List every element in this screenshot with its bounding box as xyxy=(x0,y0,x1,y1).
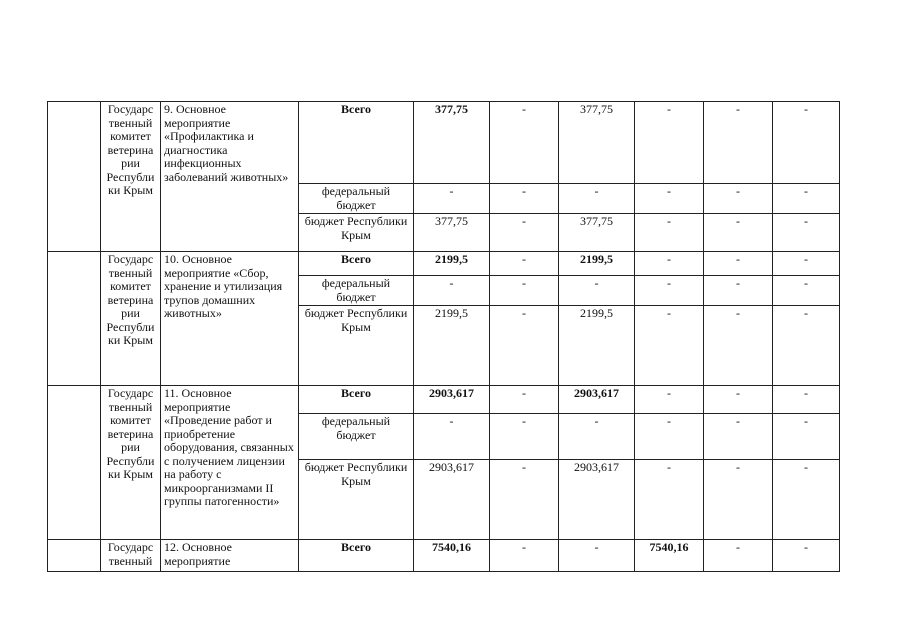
total-cell: 2199,5 xyxy=(414,252,490,276)
year-cell: - xyxy=(773,414,840,460)
funding-source-cell: бюджет Республики Крым xyxy=(299,460,414,540)
blank-cell xyxy=(48,252,101,386)
funding-source-cell: федеральный бюджет xyxy=(299,184,414,214)
year-cell: - xyxy=(773,460,840,540)
total-cell: - xyxy=(414,276,490,306)
year-cell: - xyxy=(490,276,559,306)
total-cell: 2903,617 xyxy=(414,386,490,414)
responsible-cell: Государс твенный комитет ветерина рии Республи ки Крым xyxy=(101,386,161,540)
total-cell: 2199,5 xyxy=(414,306,490,386)
funding-source-cell: Всего xyxy=(299,102,414,184)
year-cell: - xyxy=(559,184,635,214)
blank-cell xyxy=(48,540,101,572)
year-cell: - xyxy=(704,252,773,276)
year-cell: - xyxy=(704,214,773,252)
year-cell: - xyxy=(559,276,635,306)
year-cell: - xyxy=(635,460,704,540)
funding-source-cell: Всего xyxy=(299,386,414,414)
funding-source-cell: Всего xyxy=(299,540,414,572)
year-cell: - xyxy=(704,540,773,572)
table-row xyxy=(48,252,840,276)
budget-table xyxy=(47,101,840,572)
year-cell: - xyxy=(773,214,840,252)
event-cell: 11. Основное мероприятие «Проведение работ и приобретение оборудования, связанных с получением лицензии на работу с микроорганизмами II группы патогенности» xyxy=(161,386,299,540)
total-cell: - xyxy=(414,184,490,214)
year-cell: - xyxy=(635,386,704,414)
year-cell: - xyxy=(773,386,840,414)
year-cell: - xyxy=(490,414,559,460)
event-cell: 12. Основное мероприятие xyxy=(161,540,299,572)
year-cell: - xyxy=(559,414,635,460)
year-cell: - xyxy=(704,460,773,540)
total-cell: - xyxy=(414,414,490,460)
year-cell: 377,75 xyxy=(559,214,635,252)
year-cell: 377,75 xyxy=(559,102,635,184)
year-cell: - xyxy=(704,184,773,214)
responsible-cell: Государс твенный xyxy=(101,540,161,572)
year-cell: 2903,617 xyxy=(559,460,635,540)
total-cell: 377,75 xyxy=(414,214,490,252)
year-cell: - xyxy=(773,306,840,386)
funding-source-cell: Всего xyxy=(299,252,414,276)
year-cell: - xyxy=(773,276,840,306)
year-cell: - xyxy=(635,214,704,252)
year-cell: - xyxy=(773,252,840,276)
funding-source-cell: бюджет Республики Крым xyxy=(299,214,414,252)
year-cell: - xyxy=(490,252,559,276)
year-cell: - xyxy=(490,460,559,540)
funding-source-cell: федеральный бюджет xyxy=(299,276,414,306)
year-cell: - xyxy=(490,214,559,252)
responsible-cell: Государс твенный комитет ветерина рии Республи ки Крым xyxy=(101,252,161,386)
year-cell: - xyxy=(635,306,704,386)
table-row xyxy=(48,540,840,572)
year-cell: - xyxy=(490,386,559,414)
year-cell: - xyxy=(704,386,773,414)
total-cell: 377,75 xyxy=(414,102,490,184)
year-cell: - xyxy=(704,102,773,184)
table-row xyxy=(48,102,840,184)
year-cell: - xyxy=(773,102,840,184)
year-cell: - xyxy=(490,184,559,214)
total-cell: 2903,617 xyxy=(414,460,490,540)
year-cell: - xyxy=(773,184,840,214)
funding-source-cell: бюджет Республики Крым xyxy=(299,306,414,386)
year-cell: - xyxy=(704,414,773,460)
year-cell: - xyxy=(490,306,559,386)
year-cell: - xyxy=(704,306,773,386)
year-cell: - xyxy=(635,276,704,306)
event-cell: 9. Основное мероприятие «Профилактика и диагностика инфекционных заболеваний животных» xyxy=(161,102,299,252)
funding-source-cell: федеральный бюджет xyxy=(299,414,414,460)
year-cell: - xyxy=(773,540,840,572)
year-cell: 2903,617 xyxy=(559,386,635,414)
year-cell: 7540,16 xyxy=(635,540,704,572)
table-row xyxy=(48,386,840,414)
year-cell: - xyxy=(635,184,704,214)
year-cell: - xyxy=(704,276,773,306)
year-cell: - xyxy=(559,540,635,572)
blank-cell xyxy=(48,386,101,540)
blank-cell xyxy=(48,102,101,252)
year-cell: 2199,5 xyxy=(559,306,635,386)
year-cell: - xyxy=(635,252,704,276)
year-cell: - xyxy=(635,102,704,184)
responsible-cell: Государс твенный комитет ветерина рии Республи ки Крым xyxy=(101,102,161,252)
year-cell: - xyxy=(635,414,704,460)
year-cell: - xyxy=(490,540,559,572)
total-cell: 7540,16 xyxy=(414,540,490,572)
event-cell: 10. Основное мероприятие «Сбор, хранение и утилизация трупов домашних животных» xyxy=(161,252,299,386)
year-cell: - xyxy=(490,102,559,184)
year-cell: 2199,5 xyxy=(559,252,635,276)
